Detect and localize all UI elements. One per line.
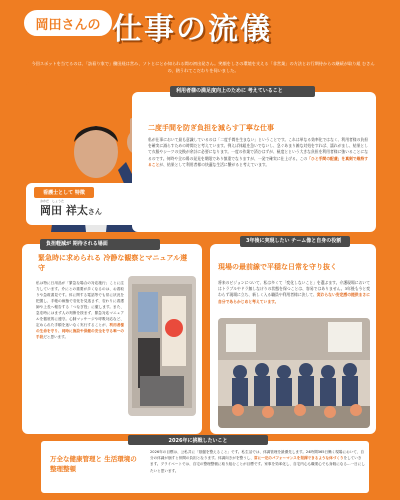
section-3-photo [218,318,370,428]
goal-2026-body-a: 2026年の目標は、公私共に「基盤を整えること」です。私生活では、体調管理を最優先します。24時間365日働く現場において、自分の体調が崩すと仲間の負担となります。体調向きがを整うし、 [150,450,364,461]
section-2-photo [128,276,196,416]
section-1-body-b: が、結果として利用者様の快適な生活に繋がると考えています。 [159,161,270,167]
section-2-heading: 負担軽減が 期待される場面 [40,239,160,250]
page-title: 仕事の流儀 [112,12,272,47]
section-2-body-highlight: 利用者様の生命を守り、同時に施設や保健の安全を守る唯一の手段 [36,323,125,339]
person-role-badge: 看護士として 特徴 [34,187,94,198]
section-1-body-a: 私が仕事において最も意識しているのは「二度手間を生まない」ということです。これは単なる効率化ではなく、利用者様の負担を確実に減らすための時間だと考えています。例えば体組を急いでないし、急ぐあまり雑な対処をすれば、濡れがまし、結果として衣服やシーツの交換が余計に必要になります。一度の作業で済むはずが、極度とという大きな負担を利用者様に強いることになるのです。何時や全の場の発見を期限であり慎重でなりますが、一発で確実に仕上げる。この [148,137,368,161]
goal-2026-heading: 2026年に挑戦したいこと [128,435,268,445]
section-1-body [148,137,368,168]
section-2-body-a: 私は特に日用品が「緊急な場合の対応施行」ことに注力しています。介にとの重要が歩くなるのは、お看取りや急救書見です。体に関する電話等でも常に状況を把握し、手帳の病態で変化を見逃さず、変わりに看護師や上長へ報告する「つなぎ役」に徹します。また、急変時にはまず人の判断を挟まず、緊急対応マニュアルを徹底的に遵守。心肺マッサージや呼吸対応など、定められた手順を迷いなく実行することが、 [36,281,124,327]
goal-2026-body-b: をしていきます。プライベートでは、自宅の整理整頓に取り組むことが目標です。家事を効率化し、自宅内心も職業心でも身軽になる…一日にしたいと思います。 [150,456,365,473]
goal-2026-lead: 万全な健康管理と 生活環境の整理整頓 [50,455,137,473]
person-name [40,202,130,218]
storage-room-image [128,276,196,416]
person-name-text: 岡田 祥太 [40,204,88,217]
section-2-body [36,280,124,340]
group-photo-image [218,318,370,428]
section-3-body [218,280,370,305]
name-badge: 岡田さんの [22,8,114,38]
section-1-lead: 二度手間を防ぎ負担を減らす丁寧な仕事 [148,124,274,132]
intro-text: 今回スポットを当てるのは、「訪看り家で」働田経は営み、ソトとにとか知られる間の初出発さん。笑顔をしさの環境を支える「非営業」の方法とお行期待からの継続が取り組 むさんの、熱うれてこだわりを伺いました。 [31,61,375,73]
person-name-suffix: さん [87,208,102,216]
section-1-body-highlight: 「ひと手間の配慮」を真剣で維持すること [148,155,369,167]
section-3-heading: 3年後に実現したい チーム像と自身の役割 [240,236,350,247]
section-3-body-a: 将来のビジョンについて、私は多くて「変化しないこと」を選ぶます。介護現場においてはトラブルやドラ無しなけりの状態を保つことは、容易ではありません。3年後も今と変わらず現場に立ち、新しく入る職員や利用者様に決して、 [218,280,370,298]
section-3-body-highlight: 変わらない安定感の提供まさに自分であらかじめと考えています。 [218,292,370,304]
section-2-body-b: だと思います。 [43,335,69,339]
section-1-heading: 利用者様の満足度向上のために 考えていること [170,86,315,97]
person-name-ruby: おかだ しょうた [40,199,65,203]
goal-2026-body [150,449,365,474]
section-3-lead: 現場の最前線で平穏な日常を守り抜く [218,263,337,271]
section-2-lead: 緊急時に求められる 冷静な観察とマニュアル遵守 [38,254,188,272]
goal-2026-body-highlight: 常に一定のパフォーマンスを発揮できるような体づくり [253,456,344,461]
